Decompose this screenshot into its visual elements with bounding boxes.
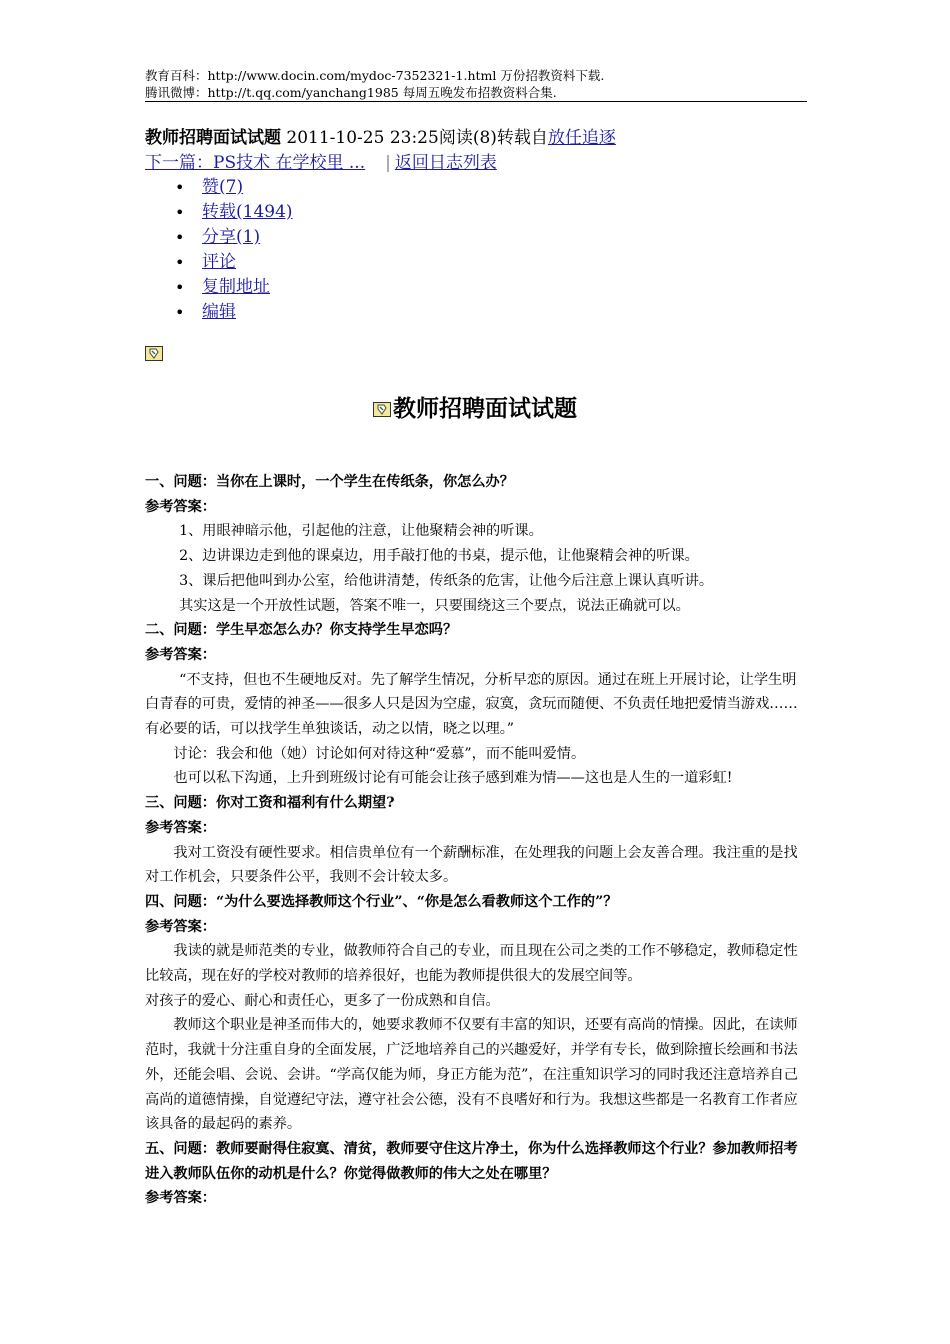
reference-label: 参考答案： <box>145 1190 216 1207</box>
action-item-comment <box>175 250 293 275</box>
page-header <box>145 67 807 101</box>
action-item-copy <box>175 275 293 300</box>
answer-paragraph: 3、课后把他叫到办公室，给他讲清楚，传纸条的危害，让他今后注意上课认真听讲。 <box>179 572 714 589</box>
question-3: 三、问题：你对工资和福利有什么期望? <box>145 795 395 812</box>
answer-paragraph: 其实这是一个开放性试题，答案不唯一，只要围绕这三个要点，说法正确就可以。 <box>179 597 690 614</box>
answer-paragraph: 教师这个职业是神圣而伟大的，她要求教师不仅要有丰富的知识，还要有高尚的情操。因此，在读师范时，我就十分注重自身的全面发展，广泛地培养自己的兴趣爱好，并学有专长，做到除擅长绘画和书法外，还能会唱、会说、会讲。“学高仅能为师，身正方能为范”，在注重知识学习的同时我还注意培养自己高尚的道德情操，自觉遵纪守法，遵守社会公德，没有不良嗜好和行为。我想这些都是一名教育工作者应该具备的最起码的素养。 <box>145 1017 798 1133</box>
reference-label: 参考答案： <box>145 918 216 935</box>
header-line-docin: 教育百科：http://www.docin.com/mydoc-7352321-1.html 万份招教资料下载. <box>145 68 605 83</box>
author-link[interactable]: 放任追逐 <box>547 128 616 148</box>
answer-paragraph: 我对工资没有硬性要求。相信贵单位有一个薪酬标准，在处理我的问题上会友善合理。我注重的是找对工作机会，只要条件公平，我则不会计较太多。 <box>145 844 798 886</box>
post-title: 教师招聘面试试题 <box>145 128 281 148</box>
answer-paragraph: “不支持，但也不生硬地反对。先了解学生情况，分析早恋的原因。通过在班上开展讨论，让学生明白青春的可贵，爱情的神圣——很多人只是因为空虚，寂寞，贪玩而随便、不负责任地把爱情当游戏……有必要的话，可以找学生单独谈话，动之以情，晓之以理。” <box>145 671 798 738</box>
nav-separator: | <box>385 153 391 173</box>
copy-address-link[interactable]: 复制地址 <box>202 277 270 297</box>
answer-paragraph: 我读的就是师范类的专业，做教师符合自己的专业，而且现在公司之类的工作不够稳定，教师稳定性比较高，现在好的学校对教师的培养很好，也能为教师提供很大的发展空间等。 <box>145 943 798 985</box>
answer-paragraph: 讨论：我会和他（她）讨论如何对待这种“爱慕”，而不能叫爱情。 <box>173 745 586 762</box>
next-post-link[interactable]: 下一篇：PS技术 在学校里 ... <box>145 153 366 173</box>
share-link[interactable]: 分享(1) <box>202 227 261 247</box>
post-title-line <box>145 126 616 150</box>
reference-label: 参考答案： <box>145 498 216 515</box>
action-item-share <box>175 225 293 250</box>
header-line-weibo: 腾讯微博：http://t.qq.com/yanchang1985 每周五晚发布招教资料合集. <box>145 85 557 100</box>
header-divider <box>145 101 807 102</box>
repost-link[interactable]: 转载(1494) <box>202 202 293 222</box>
back-to-list-link[interactable]: 返回日志列表 <box>394 153 497 173</box>
action-item-like <box>175 175 293 200</box>
question-5: 五、问题：教师要耐得住寂寞、清贫，教师要守住这片净土，你为什么选择教师这个行业？参加教师招考进入教师队伍你的动机是什么？你觉得做教师的伟大之处在哪里？ <box>145 1140 798 1182</box>
reference-label: 参考答案： <box>145 646 216 663</box>
edit-link[interactable]: 编辑 <box>202 302 236 322</box>
action-item-edit <box>175 300 293 325</box>
like-link[interactable]: 赞(7) <box>202 177 244 197</box>
post-nav <box>145 151 497 175</box>
document-title <box>0 392 950 426</box>
answer-paragraph: 2、边讲课边走到他的课桌边，用手敲打他的书桌，提示他，让他聚精会神的听课。 <box>179 548 699 565</box>
reference-label: 参考答案： <box>145 819 216 836</box>
question-1: 一、问题：当你在上课时，一个学生在传纸条，你怎么办？ <box>145 474 514 490</box>
answer-paragraph: 1、用眼神暗示他，引起他的注意，让他聚精会神的听课。 <box>179 523 543 540</box>
broken-image-icon <box>145 346 163 361</box>
question-2: 二、问题：学生早恋怎么办？你支持学生早恋吗？ <box>145 622 458 639</box>
question-4: 四、问题：“为什么要选择教师这个行业”、“你是怎么看教师这个工作的”？ <box>145 893 618 910</box>
article-body <box>145 470 807 1211</box>
answer-paragraph: 对孩子的爱心、耐心和责任心，更多了一份成熟和自信。 <box>145 992 500 1009</box>
action-item-repost <box>175 200 293 225</box>
post-meta: 2011-10-25 23:25阅读(8)转载自 <box>281 128 548 148</box>
broken-image-icon <box>373 402 391 417</box>
answer-paragraph: 也可以私下沟通，上升到班级讨论有可能会让孩子感到难为情——这也是人生的一道彩虹! <box>173 770 733 787</box>
document-title-text: 教师招聘面试试题 <box>393 395 577 422</box>
action-list <box>175 175 293 325</box>
comment-link[interactable]: 评论 <box>202 252 236 272</box>
